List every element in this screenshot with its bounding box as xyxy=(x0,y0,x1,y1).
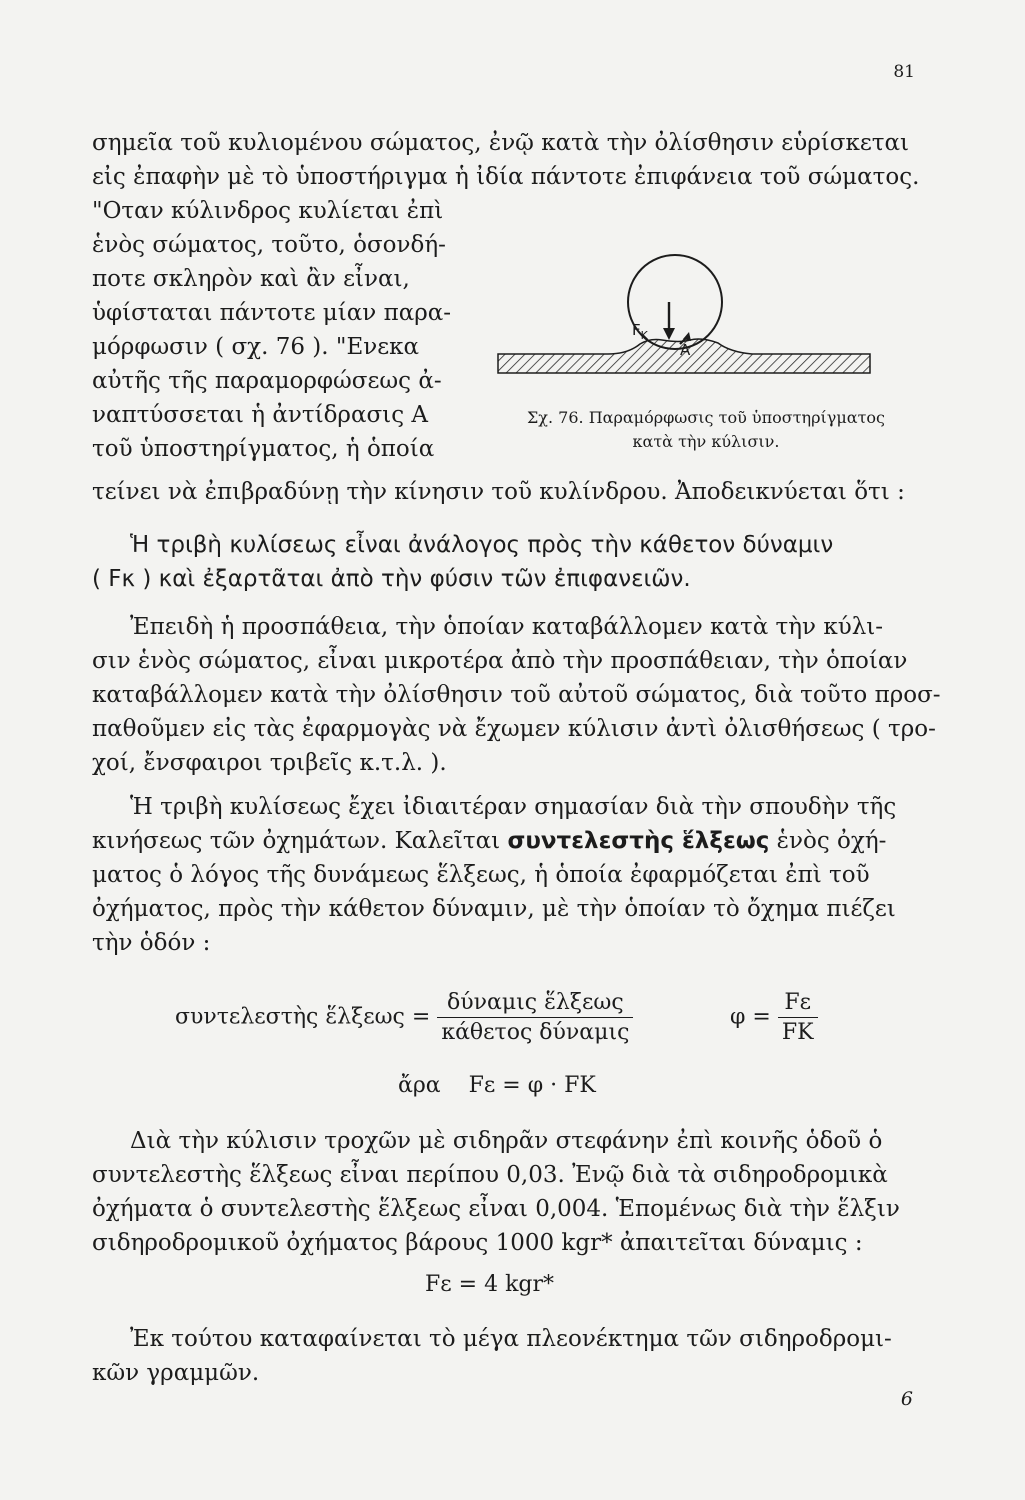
para2-line: "Οταν κύλινδρος κυλίεται ἐπὶ xyxy=(92,198,444,224)
figure-caption xyxy=(490,406,922,454)
result-formula xyxy=(398,1073,596,1098)
para1-line2: εἰς ἐπαφὴν μὲ τὸ ὑποστήριγμα ἡ ἰδία πάντοτε ἐπιφάνεια τοῦ σώματος. xyxy=(92,164,920,190)
traction-formula xyxy=(175,990,633,1045)
formula-numerator: δύναμις ἕλξεως xyxy=(437,990,633,1018)
para3-line: καταβάλλομεν κατὰ τὴν ὀλίσθησιν τοῦ αὐτοῦ σώματος, διὰ τοῦτο προσ- xyxy=(92,682,941,708)
para3-line: σιν ἑνὸς σώματος, εἶναι μικροτέρα ἀπὸ τὴν προσπάθειαν, τὴν ὁποίαν xyxy=(92,648,908,674)
figure-caption-line2: κατὰ τὴν κύλισιν. xyxy=(632,432,780,451)
para4-line2 xyxy=(92,824,886,858)
ara-word: ἄρα xyxy=(398,1073,441,1098)
para6-line2: κῶν γραμμῶν. xyxy=(92,1360,260,1386)
para2-line: ναπτύσσεται ἡ ἀντίδρασις Α xyxy=(92,402,429,428)
para4-line3: ματος ὁ λόγος τῆς δυνάμεως ἕλξεως, ἡ ὁποία ἐφαρμόζεται ἐπὶ τοῦ xyxy=(92,862,870,888)
para4-line5: τὴν ὁδόν : xyxy=(92,930,211,956)
para5-line: Διὰ τὴν κύλισιν τροχῶν μὲ σιδηρᾶν στεφάνην ἐπὶ κοινῆς ὁδοῦ ὁ xyxy=(130,1128,883,1154)
para2-last-line: τείνει νὰ ἐπιβραδύνῃ τὴν κίνησιν τοῦ κυλίνδρου. Ἀποδεικνύεται ὅτι : xyxy=(92,479,905,505)
para6-line1: Ἐκ τούτου καταφαίνεται τὸ μέγα πλεονέκτημα τῶν σιδηροδρομι- xyxy=(130,1326,892,1352)
para4-line4: ὀχήματος, πρὸς τὴν κάθετον δύναμιν, μὲ τὴν ὁποίαν τὸ ὄχημα πιέζει xyxy=(92,896,896,922)
phi-denominator: FK xyxy=(781,1020,814,1045)
figure-76 xyxy=(490,240,910,390)
para4-line2-post: ἑνὸς ὀχή- xyxy=(769,828,887,854)
para3-line: παθοῦμεν εἰς τὰς ἐφαρμογὰς νὰ ἔχωμεν κύλισιν ἀντὶ ὀλισθήσεως ( τρο- xyxy=(92,716,936,742)
para4-line2-pre: κινήσεως τῶν ὀχημάτων. Καλεῖται xyxy=(92,828,508,854)
para2-line: μόρφωσιν ( σχ. 76 ). "Ενεκα xyxy=(92,334,420,360)
formula-fraction xyxy=(437,990,633,1045)
para3-line: Ἐπειδὴ ἡ προσπάθεια, τὴν ὁποίαν καταβάλλομεν κατὰ τὴν κύλι- xyxy=(130,614,884,640)
a-label: A xyxy=(680,341,691,359)
para5-line: ὀχήματα ὁ συντελεστὴς ἕλξεως εἶναι 0,004. Ἑπομένως διὰ τὴν ἕλξιν xyxy=(92,1196,900,1222)
phi-fraction xyxy=(778,990,818,1045)
force-result-formula: Fε = 4 kgr* xyxy=(425,1272,555,1297)
para2-line: ποτε σκληρὸν καὶ ἂν εἶναι, xyxy=(92,266,410,292)
fk-arrowhead-icon xyxy=(663,328,675,340)
para5-line: συντελεστὴς ἕλξεως εἶναι περίπου 0,03. Ἐνῷ διὰ τὰ σιδηροδρομικὰ xyxy=(92,1162,888,1188)
para2-line: ὑφίσταται πάντοτε μίαν παρα- xyxy=(92,300,452,326)
phi-numerator: Fε xyxy=(778,990,818,1018)
para2-line: ἑνὸς σώματος, τοῦτο, ὁσονδή- xyxy=(92,232,446,258)
signature-mark: 6 xyxy=(900,1388,913,1410)
figure-76-drawing xyxy=(490,240,910,390)
para2-line: αὐτῆς τῆς παραμορφώσεως ἀ- xyxy=(92,368,442,394)
fk-label: $F_K$ xyxy=(632,321,648,342)
figure-caption-line1: Σχ. 76. Παραμόρφωσις τοῦ ὑποστηρίγματος xyxy=(526,408,886,427)
page-number: 81 xyxy=(893,62,915,82)
result-expression: Fε = φ · FK xyxy=(468,1073,596,1098)
formula-lhs: συντελεστὴς ἕλξεως = xyxy=(175,1004,431,1030)
term-traction-coefficient: συντελεστὴς ἕλξεως xyxy=(507,828,770,854)
para2-line: τοῦ ὑποστηρίγματος, ἡ ὁποία xyxy=(92,436,435,462)
para3-line: χοί, ἔνσφαιροι τριβεῖς κ.τ.λ. ). xyxy=(92,750,447,776)
formula-denominator: κάθετος δύναμις xyxy=(441,1020,630,1045)
phi-lhs: φ = xyxy=(730,1004,771,1030)
phi-formula xyxy=(730,990,818,1045)
para1-line1: σημεῖα τοῦ κυλιομένου σώματος, ἐνῷ κατὰ τὴν ὀλίσθησιν εὑρίσκεται xyxy=(92,130,910,156)
para5-line: σιδηροδρομικοῦ ὀχήματος βάρους 1000 kgr* ἀπαιτεῖται δύναμις : xyxy=(92,1230,863,1256)
statement-line1: Ἡ τριβὴ κυλίσεως εἶναι ἀνάλογος πρὸς τὴν κάθετον δύναμιν xyxy=(130,532,834,558)
statement-line2: ( Fκ ) καὶ ἐξαρτᾶται ἀπὸ τὴν φύσιν τῶν ἐπιφανειῶν. xyxy=(92,566,691,592)
para4-line1: Ἡ τριβὴ κυλίσεως ἔχει ἰδιαιτέραν σημασίαν διὰ τὴν σπουδὴν τῆς xyxy=(130,794,897,820)
